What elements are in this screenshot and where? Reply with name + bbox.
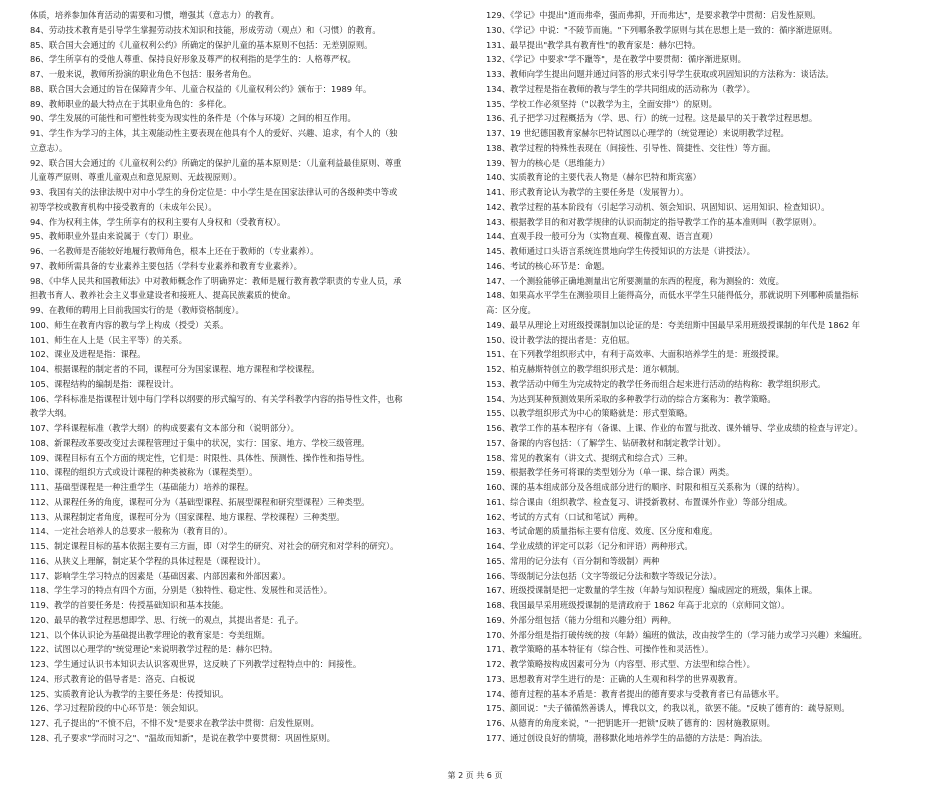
text-line: 170、外部分组是指打破传统的按（年龄）编班的做法，改由按学生的（学习能力或学习兴趣）来编班。 <box>486 629 867 640</box>
text-line: 118、学生学习的特点有四个方面，分别是（独特性、稳定性、发展性和灵活性）。 <box>30 585 333 596</box>
text-line: 157、备课的内容包括：（了解学生、钻研教材和制定教学计划）。 <box>486 437 726 448</box>
text-line: 164、学业成绩的评定可以彩（记分和评语）两种形式。 <box>486 541 693 551</box>
text-line: 172、教学策略按构成因素可分为（内容型、形式型、方法型和综合性）。 <box>486 659 755 669</box>
text-line: 148、如果高水平学生在测验项目上能得高分，而低水平学生只能得低分，那就说明下列哪种质量指标 <box>486 290 859 301</box>
text-line: 88、联合国大会通过的旨在保障青少年、儿童合权益的《儿童权利公约》颁布于：1989 年。 <box>30 83 372 94</box>
text-line: 154、为达到某种预测效果所采取的多种教学行动的综合方案称为：教学策略。 <box>486 393 776 404</box>
text-line: 102、课业及进程是指：课程。 <box>30 349 146 360</box>
text-line: 100、师生在教育内容的教与学上构成（授受）关系。 <box>30 319 229 330</box>
text-line: 111、基础型课程是一种注重学生（基础能力）培养的课程。 <box>30 482 254 492</box>
text-line: 125、实质教育论认为教学的主要任务是：传授知识。 <box>30 688 229 699</box>
text-line: 136、孔子把学习过程概括为（学、思、行）的统一过程。这是最早的关于教学过程思想。 <box>486 113 818 124</box>
text-line: 126、学习过程阶段的中心环节是：领会知识。 <box>30 703 204 714</box>
text-line: 113、从课程制定者角度，课程可分为（国家课程、地方课程、学校课程）三种类型。 <box>30 511 345 522</box>
left-column <box>30 8 474 746</box>
text-line: 131、最早提出"教学具有教育性"的教育家是：赫尔巴特。 <box>486 39 701 50</box>
text-line: 91、学生作为学习的主体，其主观能动性主要表现在他具有个人的爱好、兴趣、追求，有个人的（独 <box>30 128 398 138</box>
text-line: 85、联合国大会通过的《儿童权利公约》所确定的保护儿童的基本原则不包括：无差别原则。 <box>30 39 373 50</box>
text-line: 141、形式教育论认为教学的主要任务是（发展智力）。 <box>486 187 689 197</box>
text-line: 151、在下列教学组织形式中，有利于高效率、大面积培养学生的是：班级授课。 <box>486 349 784 360</box>
text-line: 立意志）。 <box>30 142 68 153</box>
text-line: 161、综合课由（组织教学、检查复习、讲授新教材、布置课外作业）等部分组成。 <box>486 496 793 507</box>
text-line: 163、考试命题的质量指标主要有信度、效度、区分度和难度。 <box>486 526 718 537</box>
text-line: 160、课的基本组成部分及各组成部分进行的顺序、时限和相互关系称为（课的结构）。 <box>486 482 805 492</box>
text-line: 121、以个体认识论为基础提出教学理论的教育家是：夸美纽斯。 <box>30 629 270 640</box>
text-line: 123、学生通过认识书本知识去认识客观世界，这反映了下列教学过程特点中的：间接性。 <box>30 659 362 669</box>
right-column <box>486 8 926 746</box>
text-line: 117、影响学生学习特点的因素是（基础因素、内部因素和外部因素）。 <box>30 570 291 581</box>
text-line: 133、教师向学生提出问题并通过问答的形式来引导学生获取或巩固知识的方法称为：谈话法。 <box>486 69 834 79</box>
text-line: 110、课程的组织方式或设计课程的种类被称为（课程类型）。 <box>30 467 258 478</box>
text-line: 132、《学记》中要求"学不躐等"，是在教学中要贯彻：循序渐进原则。 <box>486 54 746 65</box>
text-line: 97、教师所需具备的专业素养主要包括（学科专业素养和教育专业素养）。 <box>30 260 302 271</box>
text-line: 127、孔子提出的"不愤不启，不悱不发"是要求在教学法中贯彻：启发性原则。 <box>30 718 319 728</box>
text-line: 177、通过创设良好的情境，潜移默化地培养学生的品德的方法是：陶冶法。 <box>486 732 768 743</box>
text-line: 142、教学过程的基本阶段有（引起学习动机、领会知识、巩固知识、运用知识、检查知识）。 <box>486 201 830 212</box>
text-line: 114、一定社会培养人的总要求一般称为（教育目的）。 <box>30 526 233 537</box>
text-line: 105、课程结构的编制是指：课程设计。 <box>30 378 179 389</box>
text-line: 95、教师职业外显由来说属于（专门）职业。 <box>30 231 199 242</box>
text-line: 165、常用的记分法有（百分制和等级制）两种 <box>486 555 660 566</box>
text-line: 129、《学记》中提出"道而弗牵，强而弗抑，开而弗达"，是要求教学中贯彻：启发性原则。 <box>486 10 821 20</box>
text-line: 158、常见的教案有（讲文式、提纲式和综合式）三种。 <box>486 452 693 463</box>
text-line: 147、一个测验能够正确地测量出它所要测量的东西的程度，称为测验的：效度。 <box>486 275 784 286</box>
text-line: 教学大纲。 <box>30 408 72 419</box>
text-line: 89、教师职业的最大特点在于其职业角色的：多样化。 <box>30 98 232 109</box>
text-line: 86、学生所享有的受他人尊重、保持良好形象及尊严的权利指的是学生的：人格尊严权。 <box>30 54 356 65</box>
text-line: 143、根据教学目的和对教学规律的认识而制定的指导教学工作的基本准则叫（教学原则）。 <box>486 216 822 227</box>
text-line: 高：区分度。 <box>486 305 536 315</box>
text-line: 87、一般来说，教师所扮演的职业角色不包括：服务者角色。 <box>30 69 257 79</box>
text-line: 174、德育过程的基本矛盾是：教育者提出的德育要求与受教育者已有品德水平。 <box>486 688 784 699</box>
text-line: 96、一名教师是否能较好地履行教师角色，根本上还在于教师的（专业素养）。 <box>30 246 319 256</box>
text-line: 153、教学活动中师生为完成特定的教学任务而组合起来进行活动的结构称：教学组织形式。 <box>486 378 826 389</box>
text-line: 156、教学工作的基本程序有（备课、上课、作业的布置与批改、课外辅导、学业成绩的检查与评定）。 <box>486 423 863 433</box>
text-line: 175、颜回说："夫子循循然善诱人，博我以文，约我以礼，欲罢不能。"反映了德育的：疏导原则。 <box>486 703 850 714</box>
text-line: 176、从德育的角度来说，"一把钥匙开一把锁"反映了德育的：因材施教原则。 <box>486 718 775 728</box>
text-line: 120、最早的教学过程思想即学、思、行统一的观点，其提出者是：孔子。 <box>30 614 304 625</box>
text-line: 152、柏克赫斯特创立的教学组织形式是：道尔顿制。 <box>486 364 685 374</box>
text-line: 84、劳动技术教育是引导学生掌握劳动技术知识和技能，形成劳动（观点）和（习惯）的教育。 <box>30 24 381 35</box>
page-footer: 第 2 页 共 6 页 <box>447 771 503 780</box>
text-line: 109、课程目标有五个方面的规定性，它们是：时限性、具体性、预测性、操作性和指导性。 <box>30 452 370 463</box>
text-line: 101、师生在人上是（民主平等）的关系。 <box>30 334 187 345</box>
text-line: 149、最早从理论上对班级授课制加以论证的是：夸美纽斯中国最早采用班级授课制的年代是 1862 年 <box>486 319 861 330</box>
text-line: 145、教师通过口头语言系统连贯地向学生传授知识的方法是（讲授法）。 <box>486 246 755 256</box>
text-line: 93、我国有关的法律法规中对中小学生的身份定位是：中小学生是在国家法律认可的各级种类中等或 <box>30 187 398 197</box>
text-line: 168、我国最早采用班级授课制的是清政府于 1862 年高于北京的（京师同文馆）。 <box>486 600 790 610</box>
text-line: 98、《中华人民共和国教师法》中对教师概念作了明确界定：教师是履行教育教学职责的专业人员，承 <box>30 275 402 286</box>
text-line: 122、试图以心理学的"统觉理论"来说明教学过程的是：赫尔巴特。 <box>30 644 278 655</box>
text-line: 儿童尊严原则、尊重儿童观点和意见原则、无歧视原则）。 <box>30 172 242 183</box>
text-line: 137、19 世纪德国教育家赫尔巴特试图以心理学的（统觉理论）来说明教学过程。 <box>486 128 789 138</box>
text-line: 92、联合国大会通过的《儿童权利公约》所确定的保护儿童的基本原则是：（儿童利益最佳原则、尊重 <box>30 157 402 168</box>
text-line: 124、形式教育论的倡导者是：洛克、白板说 <box>30 673 196 684</box>
text-line: 140、实质教育论的主要代表人物是（赫尔巴特和斯宾塞） <box>486 172 701 183</box>
text-line: 112、从课程任务的角度，课程可分为（基础型课程、拓展型课程和研究型课程）三种类型。 <box>30 496 370 507</box>
text-line: 146、考试的核心环节是：命题。 <box>486 260 610 271</box>
text-line: 134、教学过程是指在教师的教与学生的学共同组成的活动称为（教学）。 <box>486 83 755 94</box>
text-line: 107、学科课程标准（教学大纲）的构成要素有文本部分和（说明部分）。 <box>30 423 299 433</box>
text-line: 106、学科标准是指课程计划中每门学科以纲要的形式编写的、有关学科教学内容的指导性文件，也称 <box>30 393 403 404</box>
text-line: 104、根据课程的制定者的不同，课程可分为国家课程、地方课程和学校课程。 <box>30 364 320 374</box>
text-line: 169、外部分组包括（能力分组和兴趣分组）两种。 <box>486 614 677 625</box>
text-line: 162、考试的方式有（口试和笔试）两种。 <box>486 511 643 522</box>
text-line: 150、设计教学法的提出者是：克伯屈。 <box>486 334 635 345</box>
text-line: 166、等级制记分法包括（文字等级记分法和数字等级记分法）。 <box>486 570 722 581</box>
text-line: 体质，培养参加体育活动的需要和习惯，增强其（意志力）的教育。 <box>30 10 279 20</box>
text-line: 167、班级授课制是把一定数量的学生按（年龄与知识程度）编成固定的班级，集体上课。 <box>486 585 818 596</box>
text-line: 初等学校或教育机构中接受教育的（未成年公民）。 <box>30 201 217 212</box>
text-line: 138、教学过程的特殊性表现在（间接性、引导性、简捷性、交往性）等方面。 <box>486 142 776 153</box>
text-line: 173、思想教育对学生进行的是：正确的人生观和科学的世界观教育。 <box>486 673 743 684</box>
text-line: 116、从狭义上理解，制定某个学程的具体过程是（课程设计）。 <box>30 555 266 566</box>
text-line: 90、学生发展的可能性和可塑性转变为现实性的条件是（个体与环境）之间的相互作用。 <box>30 113 356 124</box>
text-line: 159、根据教学任务可将课的类型划分为（单一课、综合课）两类。 <box>486 467 735 478</box>
text-line: 144、直观手段一般可分为（实物直观、模像直观、语言直观） <box>486 231 718 242</box>
text-line: 94、作为权利主体，学生所享有的权利主要有人身权和（受教育权）。 <box>30 216 286 227</box>
text-line: 119、教学的首要任务是：传授基础知识和基本技能。 <box>30 600 229 610</box>
text-line: 128、孔子要求"学而时习之"、"温故而知新"，是说在教学中要贯彻：巩固性原则。 <box>30 732 335 743</box>
text-line: 171、教学策略的基本特征有（综合性、可操作性和灵活性）。 <box>486 644 714 655</box>
text-line: 99、在教师的聘用上目前我国实行的是（教师资格制度）。 <box>30 305 244 315</box>
text-line: 108、新课程改革要改变过去课程管理过于集中的状况，实行：国家、地方、学校三级管理。 <box>30 437 370 448</box>
text-line: 115、制定课程目标的基本依据主要有三方面，即（对学生的研究、对社会的研究和对学科的研究）。 <box>30 541 399 551</box>
text-line: 135、学校工作必须坚持（"以教学为主，全面安排"）的原则。 <box>486 98 717 109</box>
text-line: 155、以教学组织形式为中心的策略就是：形式型策略。 <box>486 408 693 419</box>
text-line: 担教书育人、教养社会主义事业建设者和接班人、提高民族素质的使命。 <box>30 290 296 301</box>
text-line: 130、《学记》中说："不陵节而施。"下列哪条教学原则与其在思想上是一致的：循序渐进原则。 <box>486 24 838 35</box>
text-line: 139、智力的核心是（思维能力） <box>486 157 610 168</box>
